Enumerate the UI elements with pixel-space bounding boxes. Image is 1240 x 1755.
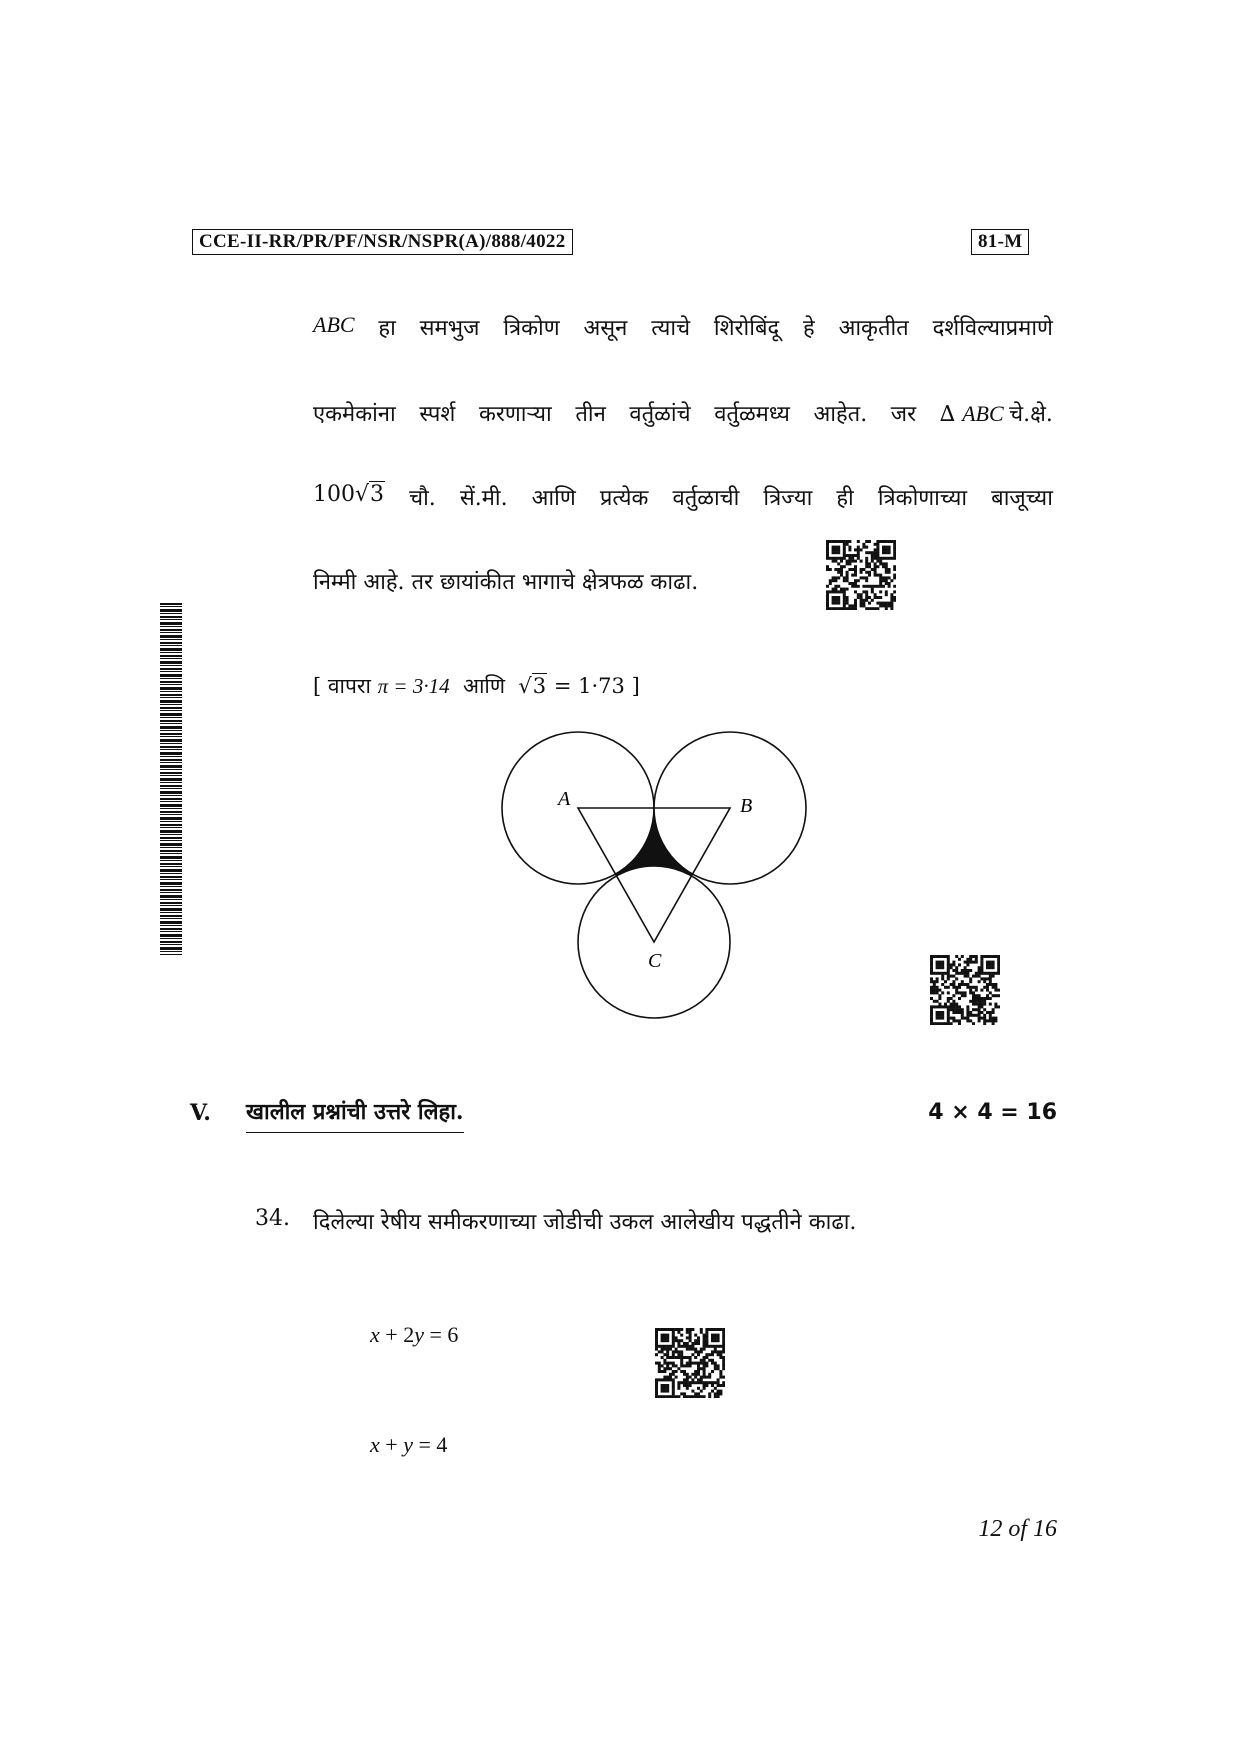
line3-word: चौ. bbox=[409, 486, 436, 511]
qr-code-1 bbox=[826, 540, 896, 610]
line1-word: समभुज bbox=[419, 316, 480, 341]
line2-word: करणाऱ्या bbox=[478, 402, 552, 427]
label-c: C bbox=[648, 950, 662, 972]
line2-word: जर bbox=[890, 402, 917, 427]
line3-word: बाजूच्या bbox=[991, 486, 1053, 511]
line3-word: त्रिज्या bbox=[763, 486, 813, 511]
line3-word: वर्तुळाची bbox=[672, 486, 740, 511]
question-line-4: निम्मी आहे. तर छायांकीत भागाचे क्षेत्रफळ काढा. bbox=[313, 570, 699, 595]
hint-open: [ वापरा bbox=[313, 674, 371, 698]
circles-triangle-figure bbox=[490, 730, 820, 1030]
line3-word: प्रत्येक bbox=[599, 486, 649, 511]
line1-word: त्रिकोण bbox=[503, 316, 560, 341]
q34-text: दिलेल्या रेषीय समीकरणाच्या जोडीची उकल आलेखीय पद्धतीने काढा. bbox=[313, 1210, 857, 1235]
area-value bbox=[313, 482, 385, 512]
line1-word: असून bbox=[583, 316, 628, 341]
section-title: खालील प्रश्नांची उत्तरे लिहा. bbox=[246, 1096, 464, 1133]
line1-word: हा bbox=[378, 316, 396, 341]
question-line-1 bbox=[313, 312, 1053, 342]
line2-word: आहेत. bbox=[813, 402, 868, 427]
equation-2-text: x + y = 4 bbox=[370, 1432, 448, 1457]
label-a: A bbox=[558, 788, 571, 810]
line3-word: त्रिकोणाच्या bbox=[877, 486, 968, 511]
hint-root-value: = 1·73 ] bbox=[553, 674, 640, 698]
question-line-3-words bbox=[313, 482, 1053, 512]
line2-word: वर्तुळांचे bbox=[629, 402, 691, 427]
line3-word: ही bbox=[836, 486, 854, 511]
paper-code: CCE-II-RR/PR/PF/NSR/NSPR(A)/888/4022 bbox=[192, 229, 573, 255]
side-barcode bbox=[160, 603, 182, 955]
line1-word: हे bbox=[803, 316, 815, 341]
hint-line bbox=[313, 672, 640, 700]
subject-code: 81-M bbox=[971, 229, 1029, 255]
line3-word: आणि bbox=[531, 486, 576, 511]
hint-sqrt: √3 bbox=[518, 674, 547, 698]
section-marks: 4 × 4 = 16 bbox=[928, 1100, 1057, 1125]
equation-2 bbox=[370, 1432, 447, 1458]
line1-word: शिरोबिंदू bbox=[713, 316, 780, 341]
qr-code-3 bbox=[655, 1328, 725, 1398]
line2-word: वर्तुळमध्य bbox=[714, 402, 790, 427]
shaded-region bbox=[490, 730, 820, 1030]
line2-word: तीन bbox=[575, 402, 606, 427]
line1-word: त्याचे bbox=[651, 316, 691, 341]
triangle-abc-area-label: ∆ ABC चे.क्षे. bbox=[939, 401, 1053, 427]
section-number: V. bbox=[190, 1100, 211, 1126]
equation-1 bbox=[370, 1322, 458, 1348]
question-line-2-words bbox=[313, 398, 1053, 428]
hint-and: आणि bbox=[462, 674, 506, 698]
area-coef: 100 bbox=[313, 482, 355, 507]
line1-word: दर्शविल्याप्रमाणे bbox=[932, 316, 1053, 341]
hint-pi: π = 3·14 bbox=[377, 674, 450, 698]
abc-var: ABC bbox=[313, 312, 355, 337]
question-line-3 bbox=[313, 482, 1053, 512]
hint-sqrt-radicand: 3 bbox=[532, 674, 547, 698]
line2-word: स्पर्श bbox=[419, 402, 456, 427]
page-number: 12 of 16 bbox=[978, 1516, 1057, 1542]
equation-1-text: x + 2y = 6 bbox=[370, 1322, 459, 1347]
line2-word: एकमेकांना bbox=[313, 402, 396, 427]
sqrt-symbol: √3 bbox=[355, 482, 385, 507]
label-b: B bbox=[740, 795, 753, 817]
qr-code-2 bbox=[930, 955, 1000, 1025]
q34-number: 34. bbox=[255, 1206, 290, 1231]
line3-word: सें.मी. bbox=[459, 486, 508, 511]
question-line-2 bbox=[313, 398, 1053, 428]
line1-word: आकृतीत bbox=[838, 316, 909, 341]
question-line-1-words bbox=[313, 312, 1053, 342]
sqrt-radicand: 3 bbox=[370, 482, 385, 507]
